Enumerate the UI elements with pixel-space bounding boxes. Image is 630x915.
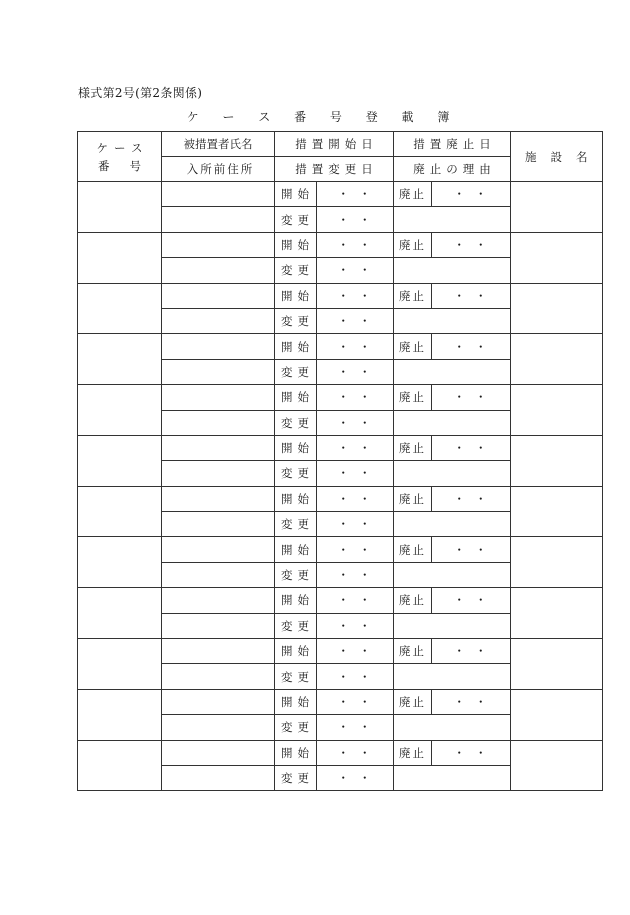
start-date-cell[interactable]: ・・ bbox=[317, 435, 394, 460]
case-number-cell[interactable] bbox=[78, 283, 162, 334]
change-label: 変更 bbox=[275, 308, 317, 333]
change-date-cell[interactable]: ・・ bbox=[317, 613, 394, 638]
start-label: 開始 bbox=[275, 435, 317, 460]
prev-address-cell[interactable] bbox=[162, 308, 275, 333]
name-cell[interactable] bbox=[162, 435, 275, 460]
abolish-date-cell[interactable]: ・・ bbox=[432, 689, 511, 714]
abolish-label: 廃止 bbox=[394, 537, 432, 562]
start-date-cell[interactable]: ・・ bbox=[317, 334, 394, 359]
change-label: 変更 bbox=[275, 562, 317, 587]
facility-cell[interactable] bbox=[511, 182, 603, 233]
change-date-cell[interactable]: ・・ bbox=[317, 207, 394, 232]
abolish-date-cell[interactable]: ・・ bbox=[432, 334, 511, 359]
start-label: 開始 bbox=[275, 639, 317, 664]
change-date-cell[interactable]: ・・ bbox=[317, 258, 394, 283]
form-number: 様式第2号(第2条関係) bbox=[78, 86, 203, 100]
start-label: 開始 bbox=[275, 334, 317, 359]
start-date-cell[interactable]: ・・ bbox=[317, 385, 394, 410]
start-date-cell[interactable]: ・・ bbox=[317, 537, 394, 562]
facility-cell[interactable] bbox=[511, 689, 603, 740]
prev-address-cell[interactable] bbox=[162, 359, 275, 384]
abolish-date-cell[interactable]: ・・ bbox=[432, 232, 511, 257]
abolish-label: 廃止 bbox=[394, 588, 432, 613]
header-case-line2: 番号 bbox=[98, 158, 161, 173]
abolish-reason-cell[interactable] bbox=[394, 765, 511, 790]
abolish-label: 廃止 bbox=[394, 639, 432, 664]
start-label: 開始 bbox=[275, 385, 317, 410]
abolish-date-cell[interactable]: ・・ bbox=[432, 435, 511, 460]
name-cell[interactable] bbox=[162, 283, 275, 308]
header-row-1 bbox=[78, 132, 603, 157]
change-date-cell[interactable]: ・・ bbox=[317, 562, 394, 587]
record-start-row bbox=[78, 486, 603, 511]
prev-address-cell[interactable] bbox=[162, 613, 275, 638]
facility-cell[interactable] bbox=[511, 435, 603, 486]
abolish-reason-cell[interactable] bbox=[394, 359, 511, 384]
header-change-date: 措置変更日 bbox=[275, 157, 394, 182]
name-cell[interactable] bbox=[162, 639, 275, 664]
prev-address-cell[interactable] bbox=[162, 715, 275, 740]
start-label: 開始 bbox=[275, 486, 317, 511]
start-date-cell[interactable]: ・・ bbox=[317, 182, 394, 207]
name-cell[interactable] bbox=[162, 334, 275, 359]
name-cell[interactable] bbox=[162, 486, 275, 511]
case-number-cell[interactable] bbox=[78, 537, 162, 588]
abolish-date-cell[interactable]: ・・ bbox=[432, 639, 511, 664]
record-start-row bbox=[78, 689, 603, 714]
abolish-label: 廃止 bbox=[394, 486, 432, 511]
case-number-cell[interactable] bbox=[78, 639, 162, 690]
start-date-cell[interactable]: ・・ bbox=[317, 689, 394, 714]
facility-cell[interactable] bbox=[511, 639, 603, 690]
start-label: 開始 bbox=[275, 182, 317, 207]
header-case-number bbox=[78, 132, 162, 182]
start-label: 開始 bbox=[275, 537, 317, 562]
change-date-cell[interactable]: ・・ bbox=[317, 512, 394, 537]
change-date-cell[interactable]: ・・ bbox=[317, 765, 394, 790]
start-date-cell[interactable]: ・・ bbox=[317, 740, 394, 765]
case-number-cell[interactable] bbox=[78, 689, 162, 740]
change-label: 変更 bbox=[275, 359, 317, 384]
case-register-table bbox=[77, 131, 603, 791]
abolish-reason-cell[interactable] bbox=[394, 613, 511, 638]
name-cell[interactable] bbox=[162, 588, 275, 613]
header-end-reason: 廃止の理由 bbox=[394, 157, 511, 182]
abolish-date-cell[interactable]: ・・ bbox=[432, 182, 511, 207]
case-number-cell[interactable] bbox=[78, 334, 162, 385]
facility-cell[interactable] bbox=[511, 537, 603, 588]
change-date-cell[interactable]: ・・ bbox=[317, 715, 394, 740]
abolish-reason-cell[interactable] bbox=[394, 207, 511, 232]
change-label: 変更 bbox=[275, 613, 317, 638]
name-cell[interactable] bbox=[162, 182, 275, 207]
header-facility: 施設名 bbox=[511, 132, 603, 182]
record-start-row bbox=[78, 435, 603, 460]
abolish-reason-cell[interactable] bbox=[394, 512, 511, 537]
start-date-cell[interactable]: ・・ bbox=[317, 639, 394, 664]
case-number-cell[interactable] bbox=[78, 588, 162, 639]
prev-address-cell[interactable] bbox=[162, 207, 275, 232]
prev-address-cell[interactable] bbox=[162, 765, 275, 790]
prev-address-cell[interactable] bbox=[162, 461, 275, 486]
abolish-reason-cell[interactable] bbox=[394, 461, 511, 486]
start-label: 開始 bbox=[275, 283, 317, 308]
abolish-label: 廃止 bbox=[394, 740, 432, 765]
facility-cell[interactable] bbox=[511, 283, 603, 334]
change-label: 変更 bbox=[275, 715, 317, 740]
abolish-date-cell[interactable]: ・・ bbox=[432, 740, 511, 765]
facility-cell[interactable] bbox=[511, 486, 603, 537]
header-prev-address: 入所前住所 bbox=[162, 157, 275, 182]
abolish-date-cell[interactable]: ・・ bbox=[432, 385, 511, 410]
abolish-label: 廃止 bbox=[394, 283, 432, 308]
facility-cell[interactable] bbox=[511, 588, 603, 639]
change-label: 変更 bbox=[275, 664, 317, 689]
abolish-label: 廃止 bbox=[394, 334, 432, 359]
header-start-date: 措置開始日 bbox=[275, 132, 394, 157]
start-date-cell[interactable]: ・・ bbox=[317, 232, 394, 257]
change-date-cell[interactable]: ・・ bbox=[317, 410, 394, 435]
header-end-date: 措置廃止日 bbox=[394, 132, 511, 157]
abolish-reason-cell[interactable] bbox=[394, 715, 511, 740]
change-label: 変更 bbox=[275, 765, 317, 790]
case-number-cell[interactable] bbox=[78, 740, 162, 791]
facility-cell[interactable] bbox=[511, 740, 603, 791]
record-start-row bbox=[78, 639, 603, 664]
name-cell[interactable] bbox=[162, 385, 275, 410]
header-case-line1: ケース bbox=[96, 140, 149, 155]
start-label: 開始 bbox=[275, 232, 317, 257]
case-number-cell[interactable] bbox=[78, 435, 162, 486]
record-start-row bbox=[78, 283, 603, 308]
prev-address-cell[interactable] bbox=[162, 664, 275, 689]
abolish-reason-cell[interactable] bbox=[394, 410, 511, 435]
change-label: 変更 bbox=[275, 512, 317, 537]
name-cell[interactable] bbox=[162, 689, 275, 714]
facility-cell[interactable] bbox=[511, 385, 603, 436]
document-title: ケ ー ス 番 号 登 載 簿 bbox=[186, 110, 460, 124]
prev-address-cell[interactable] bbox=[162, 562, 275, 587]
abolish-label: 廃止 bbox=[394, 232, 432, 257]
change-date-cell[interactable]: ・・ bbox=[317, 664, 394, 689]
abolish-reason-cell[interactable] bbox=[394, 308, 511, 333]
record-start-row bbox=[78, 334, 603, 359]
name-cell[interactable] bbox=[162, 740, 275, 765]
change-date-cell[interactable]: ・・ bbox=[317, 308, 394, 333]
change-label: 変更 bbox=[275, 410, 317, 435]
table-body bbox=[78, 132, 603, 791]
name-cell[interactable] bbox=[162, 537, 275, 562]
abolish-reason-cell[interactable] bbox=[394, 258, 511, 283]
facility-cell[interactable] bbox=[511, 334, 603, 385]
record-start-row bbox=[78, 232, 603, 257]
abolish-reason-cell[interactable] bbox=[394, 664, 511, 689]
case-number-cell[interactable] bbox=[78, 385, 162, 436]
abolish-date-cell[interactable]: ・・ bbox=[432, 537, 511, 562]
name-cell[interactable] bbox=[162, 232, 275, 257]
abolish-date-cell[interactable]: ・・ bbox=[432, 588, 511, 613]
prev-address-cell[interactable] bbox=[162, 258, 275, 283]
abolish-label: 廃止 bbox=[394, 182, 432, 207]
start-date-cell[interactable]: ・・ bbox=[317, 486, 394, 511]
change-label: 変更 bbox=[275, 207, 317, 232]
record-start-row bbox=[78, 385, 603, 410]
prev-address-cell[interactable] bbox=[162, 410, 275, 435]
start-label: 開始 bbox=[275, 588, 317, 613]
record-start-row bbox=[78, 182, 603, 207]
case-number-cell[interactable] bbox=[78, 232, 162, 283]
start-label: 開始 bbox=[275, 689, 317, 714]
abolish-label: 廃止 bbox=[394, 689, 432, 714]
change-date-cell[interactable]: ・・ bbox=[317, 359, 394, 384]
header-name: 被措置者氏名 bbox=[162, 132, 275, 157]
start-date-cell[interactable]: ・・ bbox=[317, 283, 394, 308]
record-start-row bbox=[78, 740, 603, 765]
case-number-cell[interactable] bbox=[78, 182, 162, 233]
start-date-cell[interactable]: ・・ bbox=[317, 588, 394, 613]
change-label: 変更 bbox=[275, 461, 317, 486]
abolish-reason-cell[interactable] bbox=[394, 562, 511, 587]
facility-cell[interactable] bbox=[511, 232, 603, 283]
start-label: 開始 bbox=[275, 740, 317, 765]
abolish-label: 廃止 bbox=[394, 435, 432, 460]
change-label: 変更 bbox=[275, 258, 317, 283]
abolish-date-cell[interactable]: ・・ bbox=[432, 486, 511, 511]
record-start-row bbox=[78, 537, 603, 562]
change-date-cell[interactable]: ・・ bbox=[317, 461, 394, 486]
prev-address-cell[interactable] bbox=[162, 512, 275, 537]
abolish-label: 廃止 bbox=[394, 385, 432, 410]
case-number-cell[interactable] bbox=[78, 486, 162, 537]
abolish-date-cell[interactable]: ・・ bbox=[432, 283, 511, 308]
record-start-row bbox=[78, 588, 603, 613]
